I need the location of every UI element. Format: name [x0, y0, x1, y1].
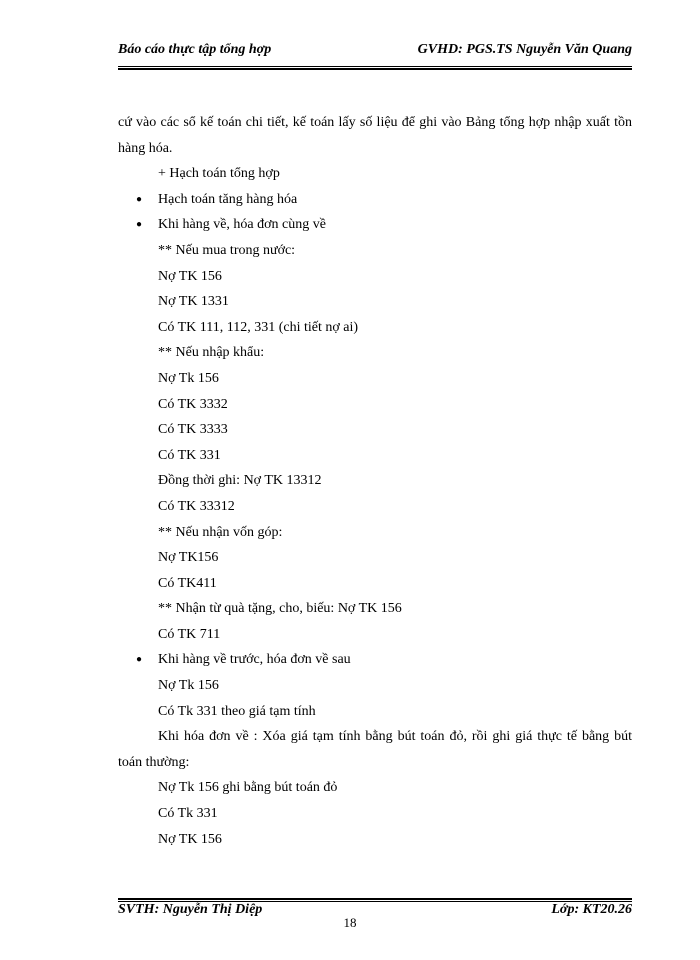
- journal-line: Có TK411: [158, 575, 217, 591]
- bullet-icon: ●: [136, 654, 143, 666]
- capital-heading: ** Nếu nhận vốn góp:: [158, 524, 283, 540]
- journal-line: Có TK 331: [158, 447, 221, 463]
- bullet-text: Hạch toán tăng hàng hóa: [158, 191, 298, 207]
- journal-line: Có TK 111, 112, 331 (chi tiết nợ ai): [158, 319, 359, 335]
- header-rule: [118, 66, 632, 70]
- journal-line: Có Tk 331 theo giá tạm tính: [158, 703, 316, 719]
- bullet-item: [118, 212, 632, 238]
- journal-line: Nợ Tk 156: [158, 678, 219, 694]
- journal-line: Đồng thời ghi: Nợ TK 13312: [158, 473, 322, 489]
- invoice-paragraph: Khi hóa đơn về : Xóa giá tạm tính bằng bút toán đỏ, rồi ghi giá thực tế bằng bút toán thường:: [118, 729, 632, 770]
- page-number: 18: [343, 915, 357, 930]
- bullet-item: [118, 647, 632, 673]
- journal-line: Nợ TK 156: [158, 831, 222, 847]
- header-supervisor: GVHD: PGS.TS Nguyễn Văn Quang: [417, 42, 632, 57]
- header-report-title: Báo cáo thực tập tổng hợp: [118, 42, 272, 57]
- bullet-icon: ●: [136, 193, 143, 205]
- page-body: [118, 110, 632, 852]
- journal-line: Có TK 3333: [158, 422, 228, 438]
- journal-line: Có TK 33312: [158, 498, 235, 514]
- bullet-item: [118, 187, 632, 213]
- journal-line: Nợ Tk 156 ghi bằng bút toán đỏ: [158, 780, 338, 796]
- page-header: [118, 40, 632, 62]
- journal-line: Nợ TK 1331: [158, 294, 229, 310]
- journal-line: Nợ TK 156: [158, 268, 222, 284]
- journal-line: Nợ Tk 156: [158, 370, 219, 386]
- section-heading: + Hạch toán tổng hợp: [158, 166, 280, 182]
- import-heading: ** Nếu nhập khẩu:: [158, 345, 265, 361]
- journal-line: Có Tk 331: [158, 806, 218, 822]
- bullet-text: Khi hàng về, hóa đơn cùng về: [158, 217, 326, 233]
- intro-paragraph: cứ vào các sổ kế toán chi tiết, kế toán lấy số liệu để ghi vào Bảng tổng hợp nhập xuất tồn hàng hóa.: [118, 115, 632, 156]
- footer-student: SVTH: Nguyễn Thị Diệp: [118, 902, 263, 917]
- gift-line: ** Nhận từ quà tặng, cho, biếu: Nợ TK 156: [158, 601, 402, 617]
- journal-line: Có TK 711: [158, 626, 221, 642]
- bullet-icon: ●: [136, 219, 143, 231]
- journal-line: Nợ TK156: [158, 550, 219, 566]
- footer-class: Lớp: KT20.26: [551, 902, 632, 917]
- journal-line: Có TK 3332: [158, 396, 228, 412]
- bullet-text: Khi hàng về trước, hóa đơn về sau: [158, 652, 351, 668]
- domestic-heading: ** Nếu mua trong nước:: [158, 242, 296, 258]
